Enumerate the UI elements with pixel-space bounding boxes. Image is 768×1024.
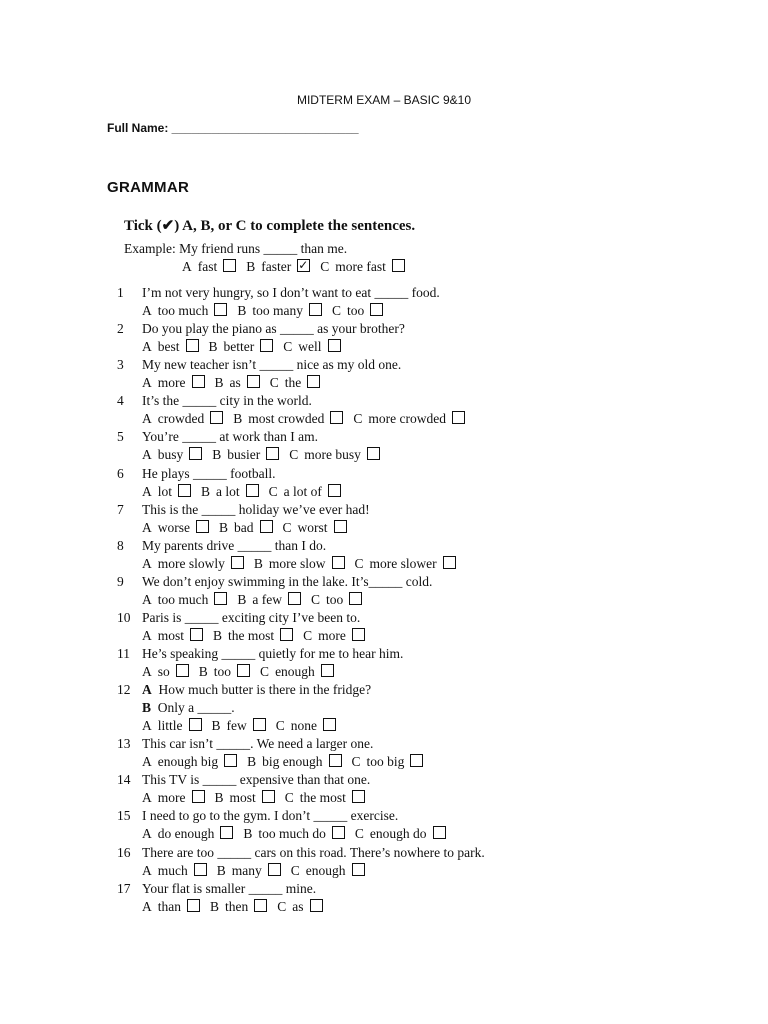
checkbox[interactable]: [352, 863, 365, 876]
option-text: a lot of: [283, 483, 322, 499]
question-number: 16: [117, 844, 131, 860]
checkbox[interactable]: [220, 826, 233, 839]
option-letter: C: [354, 826, 364, 842]
question-number: 17: [117, 880, 131, 896]
option-text: much: [157, 862, 188, 878]
checkbox[interactable]: [367, 447, 380, 460]
option-letter: A: [142, 483, 152, 499]
option-letter: B: [237, 591, 247, 607]
option-text: more: [157, 790, 186, 806]
speaker-b: B: [142, 700, 152, 716]
checkbox[interactable]: [262, 790, 275, 803]
option-letter: A: [142, 303, 152, 318]
question-sentence: I need to go to the gym. I don’t _____ exercise.: [142, 808, 399, 824]
question-number: 3: [117, 357, 124, 373]
question-sentence: [142, 682, 371, 698]
option-text: better: [223, 339, 255, 355]
question-sentence: My parents drive _____ than I do.: [142, 537, 327, 553]
checkbox[interactable]: [410, 754, 423, 767]
question-number: 11: [117, 646, 130, 661]
question-options: [142, 664, 344, 680]
checkbox[interactable]: [268, 863, 281, 876]
option-letter: A: [142, 627, 152, 643]
example-sentence: Example: My friend runs _____ than me.: [124, 241, 348, 256]
checkbox[interactable]: [190, 628, 203, 641]
option-text: the: [284, 375, 302, 391]
option-text: too much: [157, 303, 209, 318]
option-text: more slowly: [157, 555, 225, 571]
exam-title: MIDTERM EXAM – BASIC 9&10: [296, 93, 472, 107]
option-text: enough do: [369, 826, 427, 842]
question-options: [142, 556, 466, 572]
option-letter: B: [214, 790, 224, 806]
checkbox[interactable]: [223, 259, 236, 272]
option-text: most: [157, 627, 185, 643]
checkbox[interactable]: [224, 754, 237, 767]
option-text: busy: [157, 447, 184, 463]
checkbox[interactable]: [433, 826, 446, 839]
option-text: well: [298, 339, 322, 355]
checkbox[interactable]: [237, 664, 250, 677]
question-number: 10: [117, 609, 131, 625]
question-sentence: Do you play the piano as _____ as your brother?: [142, 321, 405, 337]
checkbox[interactable]: [196, 520, 209, 533]
option-text: little: [157, 718, 183, 734]
option-letter: A: [142, 718, 152, 734]
checkbox[interactable]: [260, 520, 273, 533]
option-letter: A: [142, 519, 152, 535]
question-number: 2: [117, 321, 124, 337]
option-letter: A: [142, 862, 152, 878]
option-letter: B: [247, 754, 257, 770]
option-letter: B: [208, 339, 218, 355]
checkbox[interactable]: [323, 718, 336, 731]
option-text: many: [231, 862, 262, 878]
option-text: more busy: [304, 447, 361, 463]
checkbox[interactable]: [452, 411, 465, 424]
question-options: [142, 339, 351, 355]
question-sentence: This car isn’t _____. We need a larger one.: [142, 736, 374, 752]
option-text: too: [326, 591, 344, 607]
checkbox[interactable]: [310, 899, 323, 912]
checkbox[interactable]: [253, 718, 266, 731]
option-text: most: [229, 790, 256, 806]
section-title: GRAMMAR: [107, 179, 190, 196]
question-options: [142, 718, 346, 734]
checkbox[interactable]: [328, 484, 341, 497]
question-options: [142, 899, 333, 915]
full-name-field[interactable]: Full Name: ____________________________: [107, 121, 359, 135]
question-number: 12: [117, 682, 131, 698]
question-sentence: We don’t enjoy swimming in the lake. It’s_____ cold.: [142, 573, 433, 589]
option-text: more slow: [268, 555, 326, 571]
option-letter: B: [212, 447, 222, 463]
checkbox[interactable]: [178, 484, 191, 497]
question-options: [142, 826, 456, 842]
checkbox[interactable]: [266, 447, 279, 460]
checkbox[interactable]: [192, 790, 205, 803]
option-letter: C: [290, 862, 300, 878]
checkbox[interactable]: [176, 664, 189, 677]
question-options: [142, 447, 390, 463]
option-text: enough: [275, 664, 315, 679]
option-text: most crowded: [248, 411, 325, 427]
option-text: a few: [252, 591, 282, 607]
option-letter: A: [142, 898, 152, 914]
question-number: 7: [117, 501, 124, 517]
option-text: few: [226, 718, 247, 734]
option-text: busier: [227, 447, 261, 463]
option-letter: A: [142, 790, 152, 806]
option-letter: C: [283, 339, 293, 355]
option-text: fast: [197, 259, 218, 274]
option-text: faster: [261, 259, 292, 274]
dialog-b: Only a _____.: [157, 700, 235, 716]
checkbox[interactable]: [231, 556, 244, 569]
option-letter: C: [275, 718, 285, 734]
option-text: big enough: [262, 754, 323, 770]
checkbox[interactable]: [189, 718, 202, 731]
question-number: 1: [117, 285, 124, 300]
checkbox[interactable]: [330, 411, 343, 424]
option-letter: C: [277, 898, 287, 914]
question-sentence: My new teacher isn’t _____ nice as my old one.: [142, 357, 402, 373]
option-text: as: [292, 898, 304, 914]
checkbox[interactable]: [392, 259, 405, 272]
question-number: 4: [117, 393, 124, 409]
option-text: worse: [157, 519, 190, 535]
option-text: as: [229, 375, 241, 391]
checkbox[interactable]: [349, 592, 362, 605]
question-sentence: He plays _____ football.: [142, 465, 276, 481]
checkbox[interactable]: [214, 303, 227, 316]
option-letter: B: [216, 862, 226, 878]
option-letter: A: [142, 591, 152, 607]
option-text: then: [225, 898, 249, 914]
option-letter: C: [332, 303, 342, 318]
option-text: bad: [234, 519, 254, 535]
question-sentence: Your flat is smaller _____ mine.: [142, 880, 317, 896]
checkbox[interactable]: [192, 375, 205, 388]
checkbox[interactable]: [189, 447, 202, 460]
option-letter: C: [320, 259, 330, 274]
option-text: worst: [297, 519, 328, 535]
option-letter: A: [142, 411, 152, 427]
option-letter: B: [198, 664, 208, 679]
option-text: so: [157, 664, 170, 679]
question-sentence: He’s speaking _____ quietly for me to hear him.: [142, 646, 404, 661]
option-letter: A: [142, 664, 152, 679]
instruction: Tick (✔) A, B, or C to complete the sentences.: [124, 218, 416, 234]
question-options: [142, 520, 357, 536]
checkbox[interactable]: [214, 592, 227, 605]
checkbox[interactable]: [186, 339, 199, 352]
checkbox[interactable]: [194, 863, 207, 876]
checkbox[interactable]: [254, 899, 267, 912]
option-letter: C: [311, 591, 321, 607]
question-number: 8: [117, 537, 124, 553]
option-letter: A: [142, 339, 152, 355]
checkbox[interactable]: [332, 826, 345, 839]
question-options: [142, 411, 475, 427]
checkbox[interactable]: [352, 790, 365, 803]
question-options: [142, 863, 375, 879]
checkbox[interactable]: [247, 375, 260, 388]
option-letter: A: [142, 754, 152, 770]
option-letter: C: [268, 483, 278, 499]
option-text: too many: [252, 303, 304, 318]
option-letter: B: [219, 519, 229, 535]
question-options: [142, 484, 351, 500]
question-sentence: You’re _____ at work than I am.: [142, 429, 318, 445]
checkbox[interactable]: [370, 303, 383, 316]
checkbox[interactable]: [352, 628, 365, 641]
option-letter: B: [214, 375, 224, 391]
question-options: [142, 790, 375, 806]
option-letter: A: [142, 555, 152, 571]
option-letter: B: [253, 555, 263, 571]
question-sentence: It’s the _____ city in the world.: [142, 393, 312, 409]
option-letter: B: [237, 303, 247, 318]
question-options: [142, 303, 393, 319]
option-letter: C: [282, 519, 292, 535]
checkbox[interactable]: [309, 303, 322, 316]
checkbox[interactable]: [329, 754, 342, 767]
option-text: too: [213, 664, 232, 679]
checkbox[interactable]: [307, 375, 320, 388]
checkbox[interactable]: [246, 484, 259, 497]
checkbox[interactable]: [321, 664, 334, 677]
option-letter: B: [243, 826, 253, 842]
question-options: [142, 754, 433, 770]
dialog-a: How much butter is there in the fridge?: [158, 682, 372, 698]
option-text: the most: [228, 627, 275, 643]
speaker-a: A: [142, 682, 152, 698]
option-letter: A: [142, 447, 152, 463]
option-text: best: [157, 339, 180, 355]
option-letter: B: [246, 259, 256, 274]
option-text: a lot: [216, 483, 240, 499]
option-text: too: [347, 303, 365, 318]
question-sentence: This is the _____ holiday we’ve ever had!: [142, 501, 370, 517]
checkbox[interactable]: [288, 592, 301, 605]
checkbox[interactable]: [443, 556, 456, 569]
option-text: enough big: [157, 754, 219, 770]
option-text: more: [157, 375, 186, 391]
question-number: 6: [117, 465, 124, 481]
checkbox[interactable]: [328, 339, 341, 352]
option-text: more crowded: [368, 411, 446, 427]
question-sentence: I’m not very hungry, so I don’t want to eat _____ food.: [142, 285, 440, 300]
option-text: none: [290, 718, 318, 734]
option-letter: C: [303, 627, 313, 643]
example-options: [182, 259, 415, 275]
option-letter: B: [213, 627, 223, 643]
question-options: [142, 628, 375, 644]
option-letter: B: [233, 411, 243, 427]
option-text: crowded: [157, 411, 205, 427]
question-sentence: [142, 700, 235, 716]
option-text: the most: [299, 790, 346, 806]
option-letter: C: [353, 411, 363, 427]
option-text: than: [157, 898, 181, 914]
question-sentence: Paris is _____ exciting city I’ve been to.: [142, 609, 361, 625]
option-letter: C: [351, 754, 361, 770]
option-text: too much do: [258, 826, 326, 842]
option-letter: A: [142, 826, 152, 842]
option-text: more slower: [369, 555, 437, 571]
option-letter: A: [142, 375, 152, 391]
option-letter: B: [201, 483, 211, 499]
checkbox-checked[interactable]: [297, 259, 310, 272]
option-text: enough: [305, 862, 346, 878]
question-number: 5: [117, 429, 124, 445]
checkbox[interactable]: [210, 411, 223, 424]
question-number: 14: [117, 772, 131, 788]
question-number: 9: [117, 573, 124, 589]
question-number: 13: [117, 736, 131, 752]
option-text: more: [318, 627, 346, 643]
checkbox[interactable]: [334, 520, 347, 533]
option-letter: C: [354, 555, 364, 571]
question-options: [142, 592, 372, 608]
option-letter: C: [284, 790, 294, 806]
option-text: more fast: [335, 259, 386, 274]
option-letter: B: [210, 898, 220, 914]
option-letter: C: [289, 447, 299, 463]
checkbox[interactable]: [280, 628, 293, 641]
question-sentence: There are too _____ cars on this road. There’s nowhere to park.: [142, 844, 485, 860]
option-letter: C: [260, 664, 270, 679]
option-letter: A: [182, 259, 192, 274]
option-text: lot: [157, 483, 173, 499]
question-options: [142, 375, 330, 391]
option-text: too much: [157, 591, 209, 607]
question-sentence: This TV is _____ expensive than that one.: [142, 772, 371, 788]
option-letter: C: [269, 375, 279, 391]
checkbox[interactable]: [260, 339, 273, 352]
option-letter: B: [211, 718, 221, 734]
question-number: 15: [117, 808, 131, 824]
option-text: too big: [366, 754, 405, 770]
checkbox[interactable]: [332, 556, 345, 569]
option-text: do enough: [157, 826, 215, 842]
checkbox[interactable]: [187, 899, 200, 912]
